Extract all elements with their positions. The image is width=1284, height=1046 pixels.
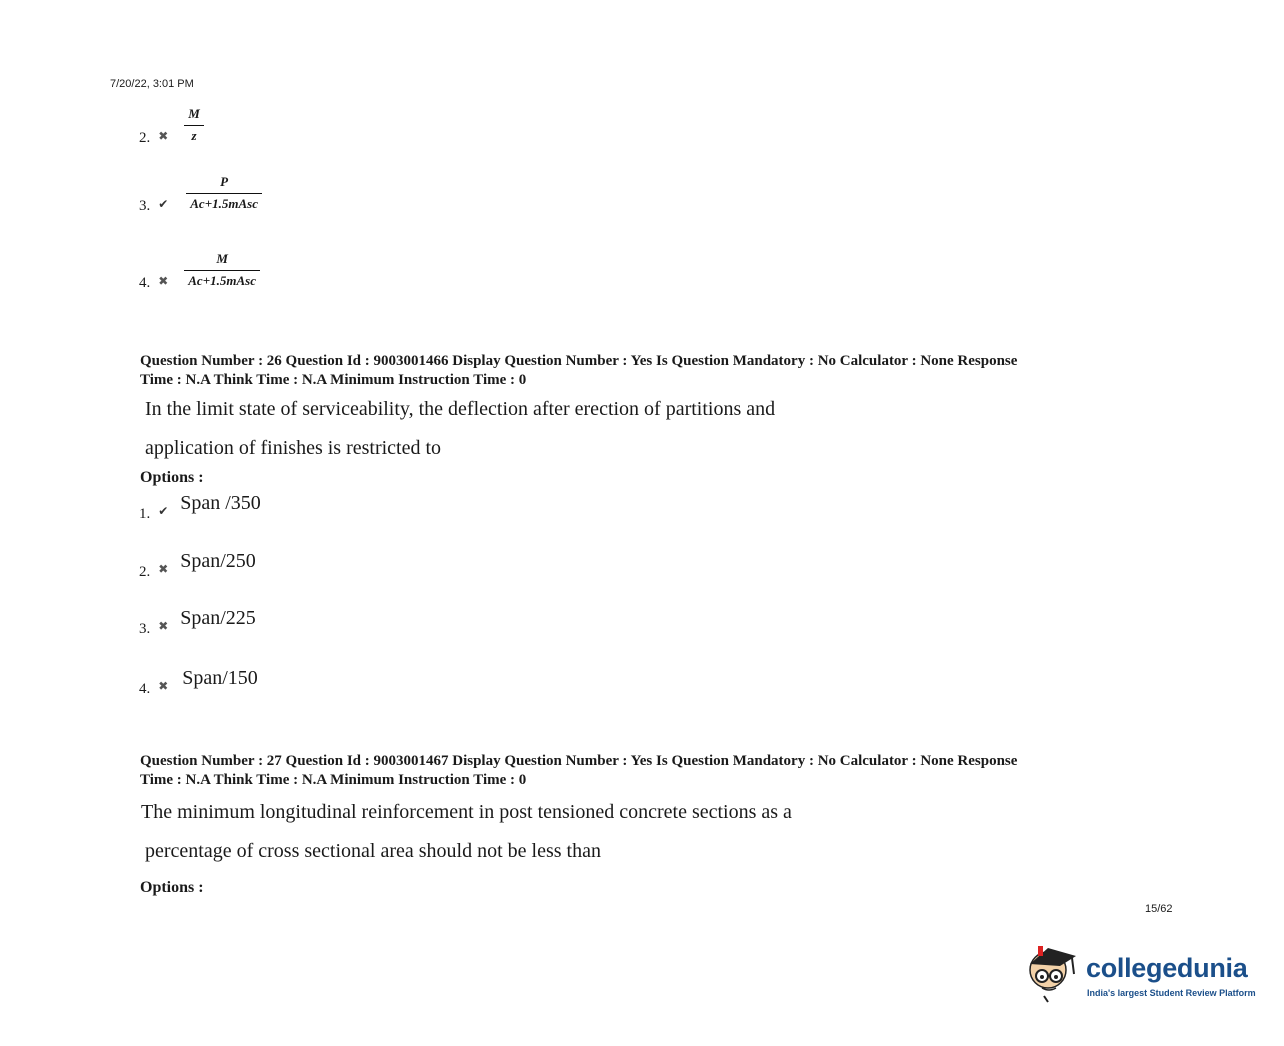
option-text: Span/150 (182, 667, 258, 689)
option-number: 1. (139, 506, 151, 522)
question-26-meta (140, 352, 1170, 390)
question-27-text-line2: percentage of cross sectional area should not be less than (145, 840, 601, 862)
fraction (184, 251, 260, 289)
option-number: 3. (139, 198, 151, 214)
logo-tagline: India's largest Student Review Platform (1087, 988, 1256, 998)
fraction-denominator: Ac+1.5mAsc (188, 273, 256, 288)
option-text: Span/250 (180, 550, 256, 572)
cross-icon: ✖ (158, 562, 169, 576)
fraction-bar (186, 193, 262, 194)
option-number: 4. (139, 275, 151, 291)
option-text: Span/225 (180, 607, 256, 629)
cross-icon: ✖ (158, 619, 169, 633)
option-number: 3. (139, 621, 151, 637)
prev-option-3 (139, 173, 262, 212)
timestamp: 7/20/22, 3:01 PM (110, 78, 194, 90)
question-27-meta (140, 752, 1170, 790)
fraction-numerator: M (216, 251, 228, 266)
q26-option-3 (139, 607, 256, 637)
question-26-options-label: Options : (140, 469, 204, 486)
option-number: 4. (139, 681, 151, 697)
check-icon: ✔ (158, 197, 169, 211)
fraction-numerator: M (188, 106, 200, 121)
fraction (186, 174, 262, 212)
q26-option-4 (139, 667, 258, 697)
option-text: Span /350 (180, 492, 261, 514)
option-number: 2. (139, 564, 151, 580)
meta-line: Question Number : 26 Question Id : 9003001466 Display Question Number : Yes Is Question Mandatory : No Calculator : None Response (140, 353, 1018, 369)
q26-option-2 (139, 550, 256, 580)
meta-line: Time : N.A Think Time : N.A Minimum Instruction Time : 0 (140, 772, 527, 788)
meta-line: Time : N.A Think Time : N.A Minimum Instruction Time : 0 (140, 372, 527, 388)
question-27-text-line1: The minimum longitudinal reinforcement in post tensioned concrete sections as a (141, 801, 792, 823)
cross-icon: ✖ (158, 679, 169, 693)
meta-line: Question Number : 27 Question Id : 9003001467 Display Question Number : Yes Is Question Mandatory : No Calculator : None Response (140, 753, 1018, 769)
prev-option-2 (139, 105, 204, 144)
fraction-bar (184, 270, 260, 271)
question-27-options-label: Options : (140, 879, 204, 896)
prev-option-4 (139, 250, 260, 289)
question-26-text-line1: In the limit state of serviceability, the deflection after erection of partitions and (145, 398, 776, 420)
fraction-numerator: P (220, 174, 229, 189)
cross-icon: ✖ (158, 274, 169, 288)
option-number: 2. (139, 130, 151, 146)
question-26-text-line2: application of finishes is restricted to (145, 437, 442, 459)
cross-icon: ✖ (158, 129, 169, 143)
check-icon: ✔ (158, 504, 169, 518)
q26-option-1 (139, 492, 261, 522)
fraction-denominator: Ac+1.5mAsc (190, 196, 258, 211)
fraction (184, 106, 204, 144)
fraction-bar (184, 125, 204, 126)
mascot-icon (1024, 940, 1086, 1004)
fraction-denominator: z (191, 128, 197, 143)
logo-name: collegedunia (1086, 953, 1248, 983)
page-number: 15/62 (1145, 903, 1173, 915)
